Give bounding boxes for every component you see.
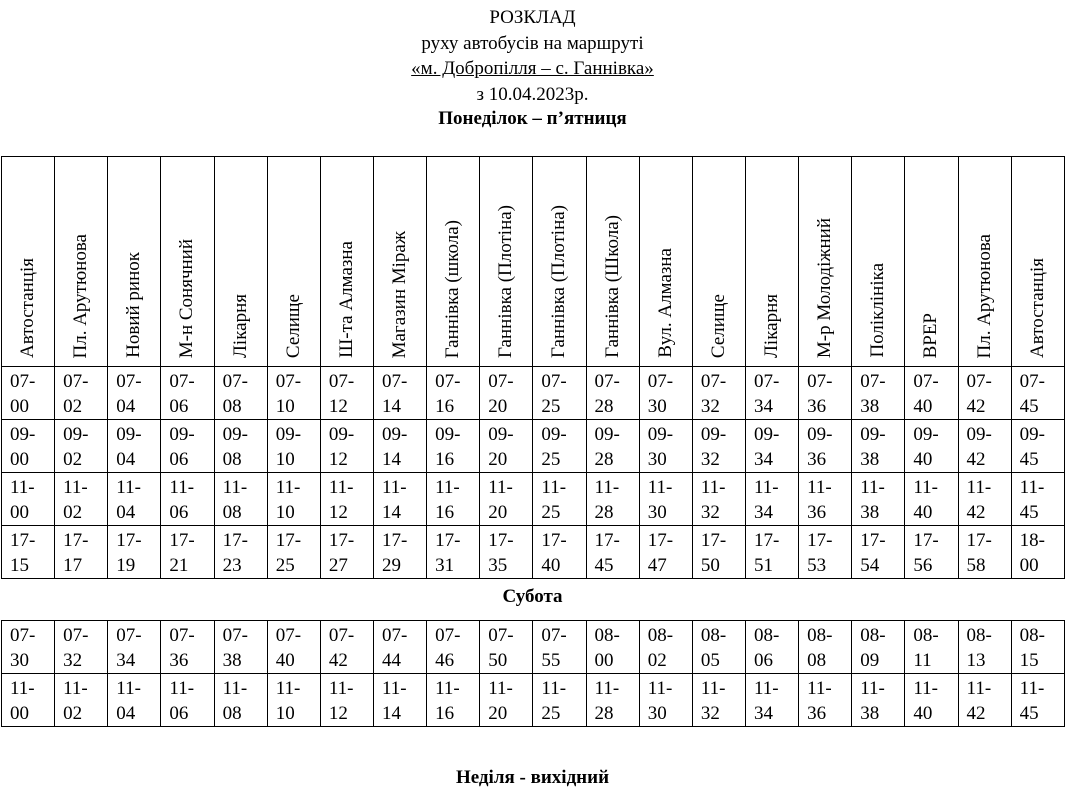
time-cell <box>373 473 426 526</box>
table-row <box>2 420 1065 473</box>
departure-time: 11- 42 <box>966 477 992 523</box>
departure-time: 09- 45 <box>1019 424 1045 470</box>
departure-time: 09- 42 <box>966 424 992 470</box>
stop-header <box>905 157 958 367</box>
time-cell <box>320 473 373 526</box>
time-cell <box>161 367 214 420</box>
departure-time: 17- 15 <box>10 530 36 576</box>
stop-name: Вул. Алмазна <box>654 248 676 358</box>
time-cell <box>533 473 586 526</box>
time-cell <box>905 621 958 674</box>
stop-header <box>161 157 214 367</box>
time-cell <box>55 473 108 526</box>
time-cell <box>852 367 905 420</box>
departure-time: 08- 15 <box>1019 625 1045 671</box>
stop-name: ВРЕР <box>920 312 942 358</box>
departure-time: 11- 20 <box>488 678 513 724</box>
departure-time: 07- 36 <box>169 625 195 671</box>
departure-time: 07- 02 <box>63 371 89 417</box>
departure-time: 07- 44 <box>381 625 408 671</box>
stop-header <box>320 157 373 367</box>
departure-time: 11- 20 <box>488 477 513 523</box>
time-cell <box>480 526 533 579</box>
time-cell <box>480 473 533 526</box>
departure-time: 09- 32 <box>700 424 727 470</box>
table-row <box>2 473 1065 526</box>
time-cell <box>799 367 852 420</box>
departure-time: 07- 40 <box>913 371 939 417</box>
stop-header <box>2 157 55 367</box>
time-cell <box>2 526 55 579</box>
departure-time: 07- 20 <box>488 371 514 417</box>
departure-time: 09- 12 <box>328 424 355 470</box>
departure-time: 07- 55 <box>541 625 567 671</box>
departure-time: 17- 29 <box>381 530 408 576</box>
departure-time: 11- 00 <box>10 678 35 724</box>
stop-name: М-н Сонячний <box>176 238 198 358</box>
departure-time: 17- 40 <box>541 530 567 576</box>
departure-time: 07- 30 <box>10 625 36 671</box>
time-cell <box>267 621 320 674</box>
time-cell <box>799 526 852 579</box>
departure-time: 17- 47 <box>647 530 674 576</box>
departure-time: 11- 40 <box>913 678 939 724</box>
time-cell <box>905 367 958 420</box>
departure-time: 11- 02 <box>63 477 88 523</box>
time-cell <box>852 674 905 727</box>
time-cell <box>799 473 852 526</box>
stop-header <box>639 157 692 367</box>
departure-time: 11- 06 <box>169 477 195 523</box>
departure-time: 09- 36 <box>807 424 833 470</box>
time-cell <box>799 420 852 473</box>
time-cell <box>799 674 852 727</box>
time-cell <box>692 621 745 674</box>
departure-time: 11- 04 <box>116 477 141 523</box>
time-cell <box>267 420 320 473</box>
weekday-schedule-table <box>1 156 1065 579</box>
departure-time: 09- 06 <box>169 424 195 470</box>
time-cell <box>55 367 108 420</box>
stop-header <box>55 157 108 367</box>
time-cell <box>161 621 214 674</box>
route-name: «м. Добропілля – с. Ганнівка» <box>411 58 654 79</box>
time-cell <box>533 621 586 674</box>
time-cell <box>55 526 108 579</box>
departure-time: 11- 36 <box>807 678 832 724</box>
time-cell <box>958 674 1011 727</box>
departure-time: 11- 12 <box>328 477 354 523</box>
time-cell <box>214 674 267 727</box>
departure-time: 07- 14 <box>381 371 408 417</box>
stop-name: Автостанція <box>17 257 39 358</box>
time-cell <box>320 621 373 674</box>
time-cell <box>639 674 692 727</box>
departure-time: 11- 02 <box>63 678 88 724</box>
time-cell <box>958 621 1011 674</box>
time-cell <box>373 526 426 579</box>
departure-time: 09- 25 <box>541 424 567 470</box>
stop-name: Ганнівка (Плотіна) <box>548 205 570 358</box>
stop-name: Селище <box>707 293 729 358</box>
departure-time: 11- 32 <box>700 477 726 523</box>
time-cell <box>1011 473 1064 526</box>
departure-time: 09- 40 <box>913 424 939 470</box>
departure-time: 07- 28 <box>594 371 620 417</box>
time-cell <box>905 526 958 579</box>
departure-time: 07- 00 <box>10 371 36 417</box>
time-cell <box>55 420 108 473</box>
departure-time: 11- 28 <box>594 477 620 523</box>
time-cell <box>799 621 852 674</box>
stop-name: Пл. Арутюнова <box>973 233 995 358</box>
time-cell <box>214 420 267 473</box>
time-cell <box>852 420 905 473</box>
departure-time: 11- 12 <box>328 678 354 724</box>
departure-time: 09- 04 <box>116 424 142 470</box>
weekdays-label: Понеділок – п’ятниця <box>438 108 627 129</box>
departure-time: 17- 50 <box>700 530 727 576</box>
stop-name: Лікарня <box>229 294 251 358</box>
time-cell <box>533 367 586 420</box>
time-cell <box>2 367 55 420</box>
time-cell <box>2 473 55 526</box>
departure-time: 09- 20 <box>488 424 514 470</box>
time-cell <box>55 621 108 674</box>
time-cell <box>214 473 267 526</box>
time-cell <box>427 621 480 674</box>
departure-time: 17- 25 <box>275 530 302 576</box>
departure-time: 07- 25 <box>541 371 567 417</box>
stop-header <box>692 157 745 367</box>
departure-time: 07- 32 <box>63 625 89 671</box>
departure-time: 11- 10 <box>275 477 301 523</box>
departure-time: 07- 42 <box>966 371 992 417</box>
saturday-schedule-table <box>1 620 1065 727</box>
time-cell <box>267 367 320 420</box>
time-cell <box>958 473 1011 526</box>
time-cell <box>639 367 692 420</box>
departure-time: 11- 34 <box>753 678 779 724</box>
time-cell <box>427 526 480 579</box>
departure-time: 11- 08 <box>222 678 248 724</box>
stop-header <box>373 157 426 367</box>
time-cell <box>427 420 480 473</box>
time-cell <box>373 674 426 727</box>
departure-time: 09- 08 <box>222 424 248 470</box>
stop-name: Автостанція <box>1026 257 1048 358</box>
stop-name: Новий ринок <box>123 252 145 358</box>
departure-time: 07- 34 <box>753 371 780 417</box>
departure-time: 09- 28 <box>594 424 620 470</box>
time-cell <box>214 367 267 420</box>
departure-time: 11- 30 <box>647 477 673 523</box>
time-cell <box>108 367 161 420</box>
departure-time: 08- 06 <box>753 625 780 671</box>
table-row <box>2 621 1065 674</box>
departure-time: 08- 00 <box>594 625 620 671</box>
stop-name: Селище <box>282 293 304 358</box>
time-cell <box>692 526 745 579</box>
time-cell <box>852 526 905 579</box>
table-row <box>2 526 1065 579</box>
stop-name: Ганнівка (школа) <box>442 219 464 358</box>
stops-header-row <box>2 157 1065 367</box>
departure-time: 07- 36 <box>807 371 833 417</box>
time-cell <box>586 473 639 526</box>
departure-time: 07- 10 <box>275 371 302 417</box>
stop-header <box>480 157 533 367</box>
time-cell <box>480 621 533 674</box>
time-cell <box>320 367 373 420</box>
stop-header <box>799 157 852 367</box>
time-cell <box>214 526 267 579</box>
departure-time: 17- 51 <box>753 530 780 576</box>
departure-time: 07- 34 <box>116 625 142 671</box>
time-cell <box>639 621 692 674</box>
table-row <box>2 674 1065 727</box>
departure-time: 17- 56 <box>913 530 939 576</box>
time-cell <box>373 420 426 473</box>
stop-header <box>852 157 905 367</box>
time-cell <box>958 420 1011 473</box>
departure-time: 08- 13 <box>966 625 992 671</box>
departure-time: 17- 58 <box>966 530 992 576</box>
departure-time: 11- 40 <box>913 477 939 523</box>
stop-name: Поліклініка <box>867 263 889 358</box>
time-cell <box>267 674 320 727</box>
departure-time: 07- 45 <box>1019 371 1045 417</box>
table-row <box>2 367 1065 420</box>
time-cell <box>745 420 798 473</box>
departure-time: 17- 27 <box>328 530 355 576</box>
departure-time: 11- 38 <box>860 678 885 724</box>
departure-time: 11- 25 <box>541 477 567 523</box>
time-cell <box>427 473 480 526</box>
departure-time: 11- 04 <box>116 678 141 724</box>
time-cell <box>55 674 108 727</box>
stop-name: Ш-та Алмазна <box>335 241 357 358</box>
time-cell <box>533 674 586 727</box>
departure-time: 07- 50 <box>488 625 514 671</box>
time-cell <box>320 674 373 727</box>
departure-time: 07- 08 <box>222 371 248 417</box>
departure-time: 11- 14 <box>381 477 407 523</box>
time-cell <box>161 473 214 526</box>
time-cell <box>1011 621 1064 674</box>
time-cell <box>480 367 533 420</box>
departure-time: 11- 25 <box>541 678 567 724</box>
departure-time: 09- 16 <box>435 424 461 470</box>
time-cell <box>745 674 798 727</box>
departure-time: 11- 45 <box>1019 678 1045 724</box>
departure-time: 07- 38 <box>222 625 248 671</box>
departure-time: 17- 17 <box>63 530 89 576</box>
time-cell <box>427 367 480 420</box>
departure-time: 07- 42 <box>328 625 355 671</box>
departure-time: 08- 05 <box>700 625 727 671</box>
departure-time: 18- 00 <box>1019 530 1045 576</box>
time-cell <box>692 420 745 473</box>
departure-time: 09- 14 <box>381 424 408 470</box>
departure-time: 07- 38 <box>860 371 886 417</box>
time-cell <box>852 473 905 526</box>
departure-time: 08- 11 <box>913 625 939 671</box>
stop-header <box>267 157 320 367</box>
document-subtitle: руху автобусів на маршруті <box>421 33 644 54</box>
departure-time: 07- 46 <box>435 625 461 671</box>
departure-time: 11- 16 <box>435 678 460 724</box>
time-cell <box>958 367 1011 420</box>
departure-time: 11- 28 <box>594 678 620 724</box>
time-cell <box>905 420 958 473</box>
time-cell <box>745 621 798 674</box>
stop-header <box>108 157 161 367</box>
departure-time: 09- 10 <box>275 424 302 470</box>
stop-header <box>533 157 586 367</box>
departure-time: 17- 31 <box>435 530 461 576</box>
departure-time: 07- 16 <box>435 371 461 417</box>
departure-time: 11- 45 <box>1019 477 1045 523</box>
time-cell <box>905 473 958 526</box>
time-cell <box>639 420 692 473</box>
departure-time: 09- 00 <box>10 424 36 470</box>
time-cell <box>586 621 639 674</box>
stop-header <box>427 157 480 367</box>
time-cell <box>639 473 692 526</box>
time-cell <box>480 420 533 473</box>
time-cell <box>586 526 639 579</box>
departure-time: 17- 19 <box>116 530 142 576</box>
stop-header <box>586 157 639 367</box>
time-cell <box>852 621 905 674</box>
time-cell <box>639 526 692 579</box>
time-cell <box>1011 526 1064 579</box>
departure-time: 17- 23 <box>222 530 248 576</box>
departure-time: 08- 02 <box>647 625 674 671</box>
stop-name: Пл. Арутюнова <box>70 233 92 358</box>
departure-time: 09- 34 <box>753 424 780 470</box>
departure-time: 11- 06 <box>169 678 195 724</box>
departure-time: 11- 10 <box>275 678 301 724</box>
departure-time: 17- 21 <box>169 530 195 576</box>
time-cell <box>108 473 161 526</box>
departure-time: 11- 00 <box>10 477 35 523</box>
departure-time: 07- 04 <box>116 371 142 417</box>
departure-time: 17- 53 <box>807 530 833 576</box>
departure-time: 08- 09 <box>860 625 886 671</box>
departure-time: 07- 12 <box>328 371 355 417</box>
departure-time: 07- 06 <box>169 371 195 417</box>
time-cell <box>586 367 639 420</box>
departure-time: 11- 08 <box>222 477 248 523</box>
departure-time: 09- 30 <box>647 424 674 470</box>
stop-header <box>745 157 798 367</box>
time-cell <box>745 367 798 420</box>
time-cell <box>108 526 161 579</box>
stop-name: Лікарня <box>761 294 783 358</box>
time-cell <box>745 526 798 579</box>
time-cell <box>745 473 798 526</box>
time-cell <box>533 526 586 579</box>
time-cell <box>267 473 320 526</box>
time-cell <box>214 621 267 674</box>
departure-time: 11- 14 <box>381 678 407 724</box>
time-cell <box>533 420 586 473</box>
stop-header <box>214 157 267 367</box>
time-cell <box>1011 367 1064 420</box>
departure-time: 17- 35 <box>488 530 514 576</box>
time-cell <box>1011 420 1064 473</box>
stop-name: Ганнівка (Школа) <box>601 215 623 358</box>
saturday-label: Субота <box>502 586 563 607</box>
sunday-label: Неділя - вихідний <box>455 767 610 788</box>
departure-time: 09- 38 <box>860 424 886 470</box>
departure-time: 07- 40 <box>275 625 302 671</box>
time-cell <box>161 526 214 579</box>
time-cell <box>320 420 373 473</box>
departure-time: 17- 45 <box>594 530 620 576</box>
departure-time: 07- 32 <box>700 371 727 417</box>
departure-time: 11- 30 <box>647 678 673 724</box>
departure-time: 11- 34 <box>753 477 779 523</box>
time-cell <box>108 420 161 473</box>
time-cell <box>958 526 1011 579</box>
departure-time: 07- 30 <box>647 371 674 417</box>
time-cell <box>267 526 320 579</box>
time-cell <box>320 526 373 579</box>
time-cell <box>108 674 161 727</box>
stop-header <box>1011 157 1064 367</box>
time-cell <box>2 420 55 473</box>
stop-name: Магазин Міраж <box>389 230 411 358</box>
time-cell <box>427 674 480 727</box>
departure-time: 11- 32 <box>700 678 726 724</box>
time-cell <box>586 674 639 727</box>
time-cell <box>692 473 745 526</box>
stop-name: М-р Молодіжний <box>814 217 836 358</box>
time-cell <box>480 674 533 727</box>
time-cell <box>2 674 55 727</box>
departure-time: 11- 42 <box>966 678 992 724</box>
departure-time: 17- 54 <box>860 530 886 576</box>
departure-time: 08- 08 <box>807 625 833 671</box>
departure-time: 11- 16 <box>435 477 460 523</box>
departure-time: 11- 36 <box>807 477 832 523</box>
stop-name: Ганнівка (Плотіна) <box>495 205 517 358</box>
time-cell <box>692 674 745 727</box>
time-cell <box>2 621 55 674</box>
time-cell <box>373 621 426 674</box>
time-cell <box>586 420 639 473</box>
time-cell <box>905 674 958 727</box>
time-cell <box>161 420 214 473</box>
time-cell <box>1011 674 1064 727</box>
time-cell <box>692 367 745 420</box>
departure-time: 11- 38 <box>860 477 885 523</box>
time-cell <box>373 367 426 420</box>
departure-time: 09- 02 <box>63 424 89 470</box>
document-title: РОЗКЛАД <box>489 7 576 28</box>
stop-header <box>958 157 1011 367</box>
effective-date: з 10.04.2023р. <box>476 84 589 105</box>
time-cell <box>161 674 214 727</box>
time-cell <box>108 621 161 674</box>
